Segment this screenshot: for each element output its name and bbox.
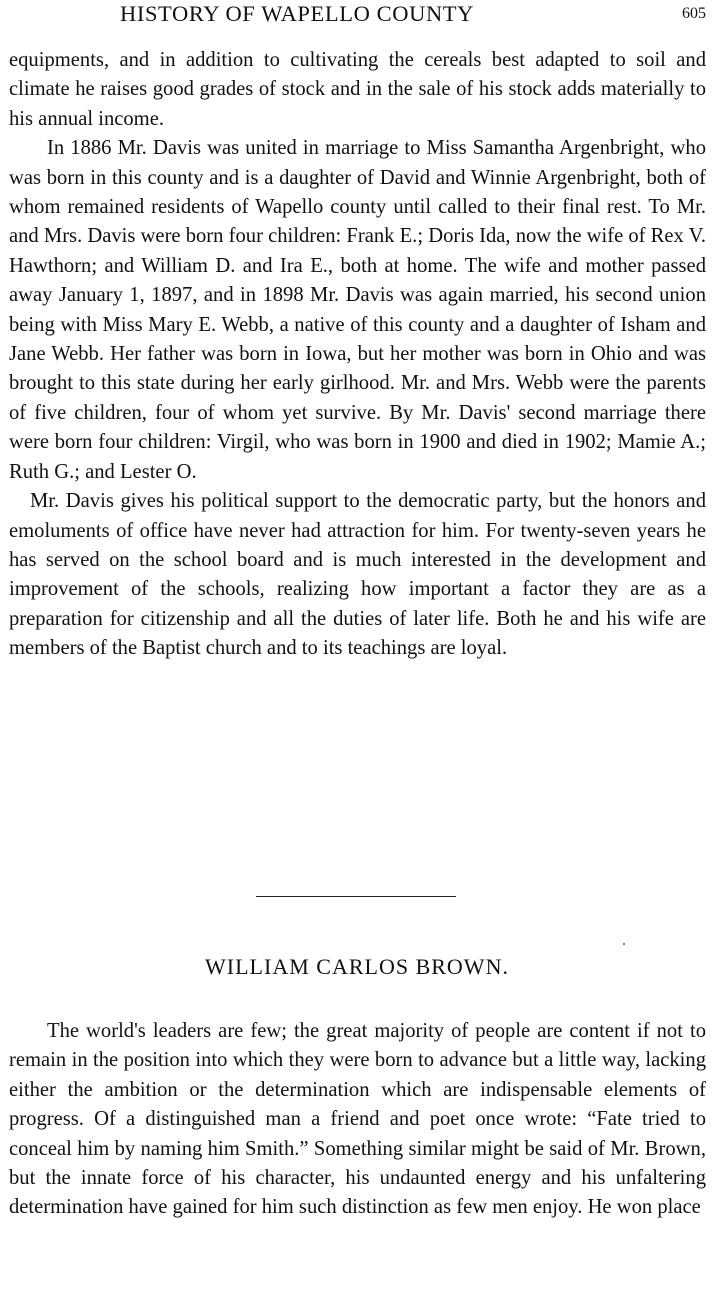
- continued-biography: [9, 46, 706, 664]
- section-divider: [256, 896, 456, 897]
- print-speck: [623, 943, 625, 945]
- paragraph-politics: Mr. Davis gives his political support to the democratic party, but the honors and emoluments of office have never had attraction for him. For twenty-seven years he has served on the school board and is much interested in the development and improvement of the schools, realizing how important a factor they are as a preparation for citizenship and all the duties of later life. Both he and his wife are members of the Baptist church and to its teachings are loyal.: [9, 490, 706, 660]
- paragraph-farming: equipments, and in addition to cultivating the cereals best adapted to soil and climate he raises good grades of stock and in the sale of his stock adds materially to his annual income.: [9, 49, 706, 130]
- section-title: WILLIAM CARLOS BROWN.: [205, 954, 509, 979]
- paragraph-leaders: The world's leaders are few; the great majority of people are content if not to remain in the position into which they were born to advance but a little way, lacking either the ambition or the determination which are indispensable elements of progress. Of a distinguished man a friend and poet once wrote: “Fate tried to conceal him by naming him Smith.” Something similar might be said of Mr. Brown, but the innate force of his character, his undaunted energy and his unfaltering determination have gained for him such distinction as few men enjoy. He won place: [9, 1020, 706, 1219]
- running-title: HISTORY OF WAPELLO COUNTY: [120, 1, 474, 26]
- new-biography: [9, 1017, 706, 1223]
- paragraph-marriage: In 1886 Mr. Davis was united in marriage to Miss Samantha Argenbright, who was born in this county and is a daughter of David and Winnie Argenbright, both of whom remained residents of Wapello county until called to their final rest. To Mr. and Mrs. Davis were born four children: Frank E.; Doris Ida, now the wife of Rex V. Hawthorn; and William D. and Ira E., both at home. The wife and mother passed away January 1, 1897, and in 1898 Mr. Davis was again married, his second union being with Miss Mary E. Webb, a native of this county and a daughter of Isham and Jane Webb. Her father was born in Iowa, but her mother was born in Ohio and was brought to this state during her early girlhood. Mr. and Mrs. Webb were the parents of five children, four of whom yet survive. By Mr. Davis' second marriage there were born four children: Virgil, who was born in 1900 and died in 1902; Mamie A.; Ruth G.; and Lester O.: [9, 137, 706, 483]
- running-header: [0, 1, 714, 31]
- page-number: 605: [682, 5, 706, 22]
